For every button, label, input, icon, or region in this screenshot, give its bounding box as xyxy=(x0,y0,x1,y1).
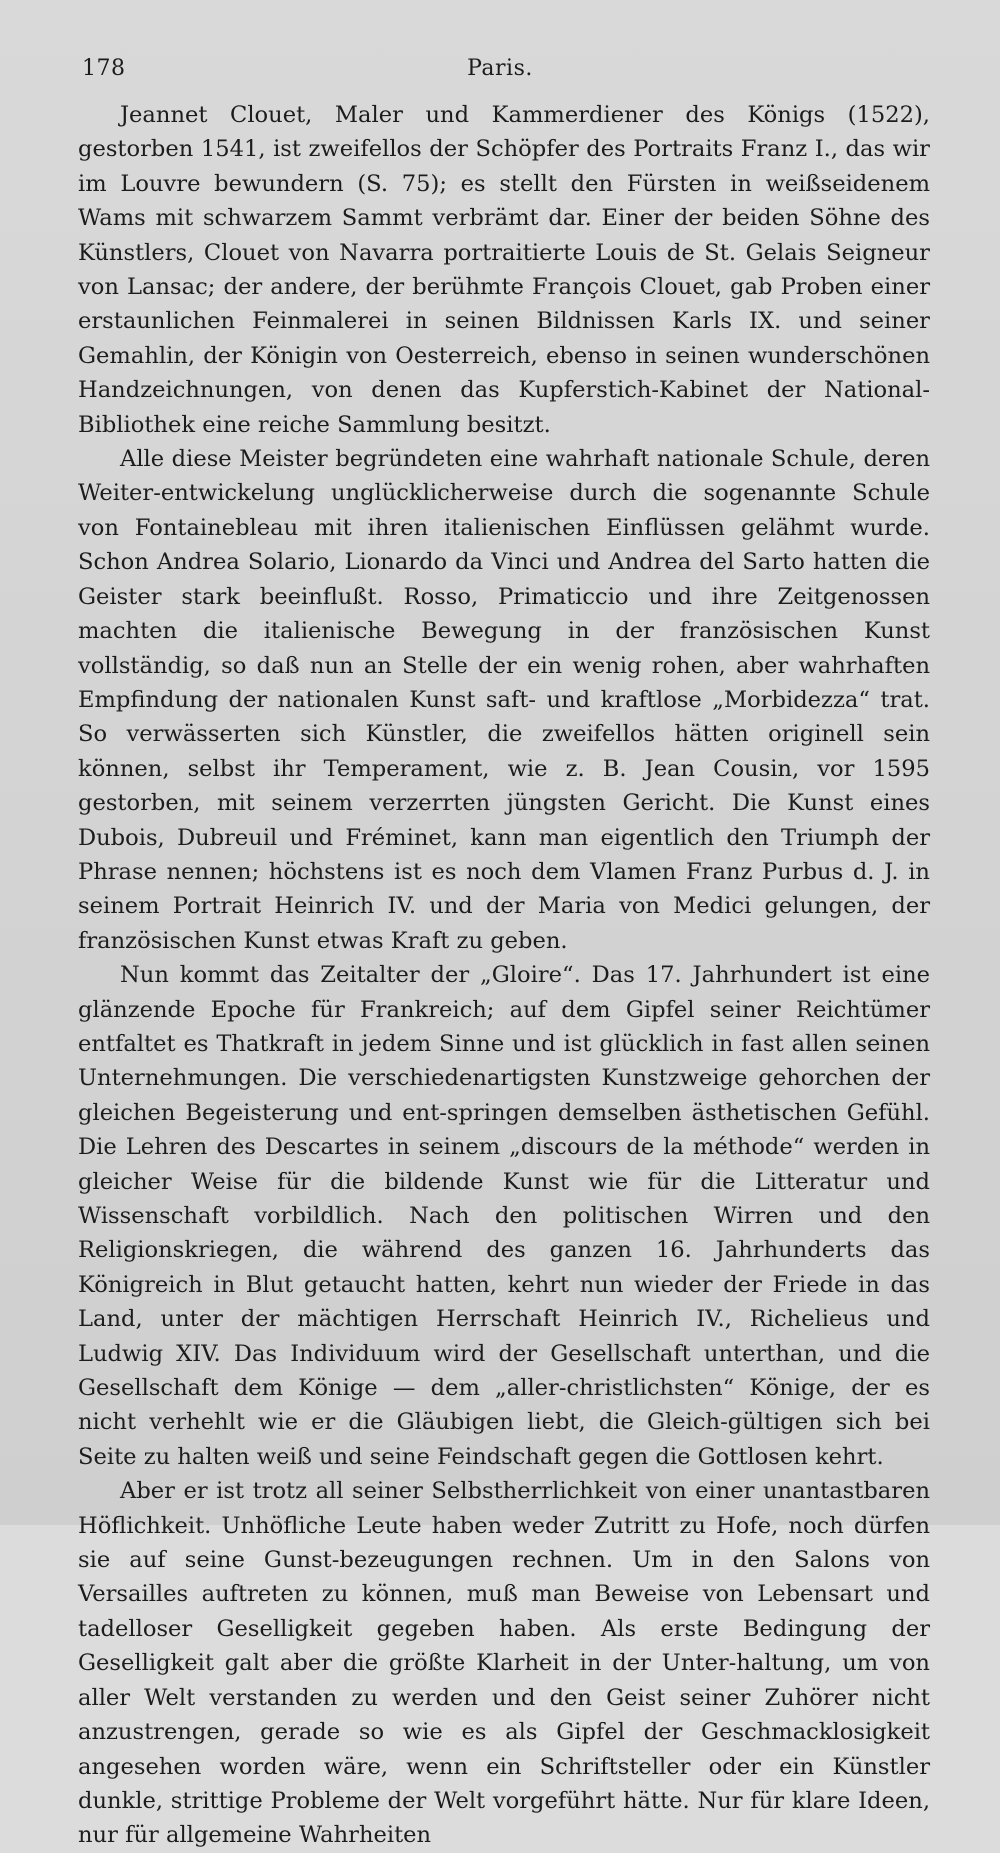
paragraph: Nun kommt das Zeitalter der „Gloire“. Das 17. Jahrhundert ist eine glänzende Epoche für Frankreich; auf dem Gipfel seiner Reichtümer entfaltet es Thatkraft in jedem Sinne und ist glücklich in fast allen seinen Unternehmungen. Die verschiedenartigsten Kunstzweige gehorchen der gleichen Begeisterung und ent-springen demselben ästhetischen Gefühl. Die Lehren des Descartes in seinem „discours de la méthode“ werden in gleicher Weise für die bildende Kunst wie für die Litteratur und Wissenschaft vorbildlich. Nach den politischen Wirren und den Religionskriegen, die während des ganzen 16. Jahrhunderts das Königreich in Blut getaucht hatten, kehrt nun wieder der Friede in das Land, unter der mächtigen Herrschaft Heinrich IV., Richelieus und Ludwig XIV. Das Individuum wird der Gesellschaft unterthan, und die Gesellschaft dem Könige — dem „aller-christlichsten“ Könige, der es nicht verhehlt wie er die Gläubigen liebt, die Gleich-gültigen sich bei Seite zu halten weiß und seine Feindschaft gegen die Gottlosen kehrt. xyxy=(78,962,930,1470)
paragraph: Aber er ist trotz all seiner Selbstherrlichkeit von einer unantastbaren Höflichkeit. Unhöfliche Leute haben weder Zutritt zu Hofe, noch dürfen sie auf seine Gunst-bezeugungen rechnen. Um in den Salons von Versailles auftreten zu können, muß man Beweise von Lebensart und tadelloser Geselligkeit gegeben haben. Als erste Bedingung der Geselligkeit galt aber die größte Klarheit in der Unter-haltung, um von aller Welt verstanden zu werden und den Geist seiner Zuhörer nicht anzustrengen, gerade so wie es als Gipfel der Geschmacklosigkeit angesehen worden wäre, wenn ein Schriftsteller oder ein Künstler dunkle, strittige Probleme der Welt vorgeführt hätte. Nur für klare Ideen, nur für allgemeine Wahrheiten xyxy=(78,1478,930,1849)
body-text xyxy=(78,98,930,1853)
page-header xyxy=(82,56,918,86)
page-number: 178 xyxy=(82,56,126,81)
running-head: Paris. xyxy=(467,56,533,81)
paragraph: Alle diese Meister begründeten eine wahrhaft nationale Schule, deren Weiter-entwickelung unglücklicherweise durch die sogenannte Schule von Fontainebleau mit ihren italienischen Einflüssen gelähmt wurde. Schon Andrea Solario, Lionardo da Vinci und Andrea del Sarto hatten die Geister stark beeinflußt. Rosso, Primaticcio und ihre Zeitgenossen machten die italienische Bewegung in der französischen Kunst vollständig, so daß nun an Stelle der ein wenig rohen, aber wahrhaften Empfindung der nationalen Kunst saft- und kraftlose „Morbidezza“ trat. So verwässerten sich Künstler, die zweifellos hätten originell sein können, selbst ihr Temperament, wie z. B. Jean Cousin, vor 1595 gestorben, mit seinem verzerrten jüngsten Gericht. Die Kunst eines Dubois, Dubreuil und Fréminet, kann man eigentlich den Triumph der Phrase nennen; höchstens ist es noch dem Vlamen Franz Purbus d. J. in seinem Portrait Heinrich IV. und der Maria von Medici gelungen, der französischen Kunst etwas Kraft zu geben. xyxy=(78,446,930,954)
paragraph: Jeannet Clouet, Maler und Kammerdiener des Königs (1522), gestorben 1541, ist zweifellos der Schöpfer des Portraits Franz I., das wir im Louvre bewundern (S. 75); es stellt den Fürsten in weißseidenem Wams mit schwarzem Sammt verbrämt dar. Einer der beiden Söhne des Künstlers, Clouet von Navarra portraitierte Louis de St. Gelais Seigneur von Lansac; der andere, der berühmte François Clouet, gab Proben einer erstaunlichen Feinmalerei in seinen Bildnissen Karls IX. und seiner Gemahlin, der Königin von Oesterreich, ebenso in seinen wunderschönen Handzeichnungen, von denen das Kupferstich-Kabinet der National-Bibliothek eine reiche Sammlung besitzt. xyxy=(78,102,930,438)
